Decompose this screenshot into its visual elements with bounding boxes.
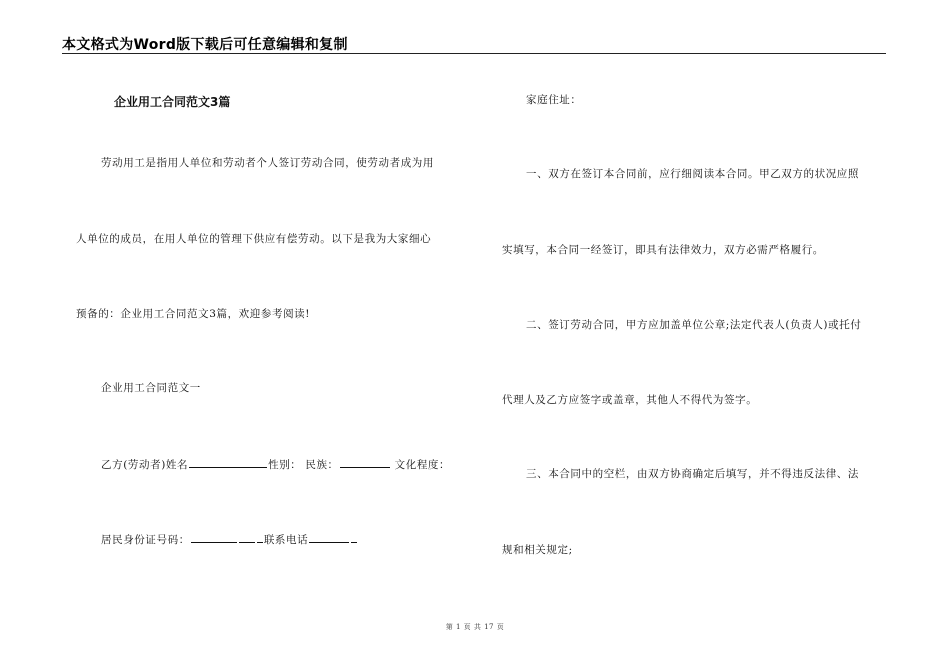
clause-3-line-2: 规和相关规定; (502, 544, 573, 556)
header-title: 本文格式为Word版下载后可任意编辑和复制 (62, 37, 348, 53)
intro-line-2: 人单位的成员，在用人单位的管理下供应有偿劳动。以下是我为大家细心 (76, 233, 432, 245)
clause-2-line-2: 代理人及乙方应签字或盖章，其他人不得代为签字。 (502, 394, 758, 406)
id-blank-1[interactable] (191, 531, 237, 543)
document-title: 企业用工合同范文3篇 (114, 95, 231, 109)
id-blank-3[interactable] (257, 531, 263, 543)
intro-line-1: 劳动用工是指用人单位和劳动者个人签订劳动合同，使劳动者成为用 (101, 157, 434, 169)
ethnicity-label: 民族： (305, 459, 339, 471)
id-number-label: 居民身份证号码： (101, 534, 190, 546)
clause-2-line-1: 二、签订劳动合同，甲方应加盖单位公章;法定代表人(负责人)或托付 (526, 319, 862, 331)
gender-label: 性别： (268, 459, 302, 471)
id-blank-2[interactable] (239, 531, 255, 543)
clause-1-line-2: 实填写，本合同一经签订，即具有法律效力，双方必需严格履行。 (502, 244, 824, 256)
name-blank[interactable] (189, 456, 267, 468)
header-divider (62, 53, 886, 54)
clause-3-line-1: 三、本合同中的空栏，由双方协商确定后填写，并不得违反法律、法 (526, 468, 859, 480)
party-name-label: 乙方(劳动者)姓名 (101, 459, 189, 471)
address-label: 家庭住址： (526, 94, 582, 106)
section-heading: 企业用工合同范文一 (101, 382, 201, 394)
education-label: 文化程度： (394, 459, 451, 471)
phone-label: 联系电话 (263, 534, 309, 546)
ethnicity-blank[interactable] (340, 456, 390, 468)
phone-blank-2[interactable] (351, 531, 357, 543)
clause-1-line-1: 一、双方在签订本合同前，应行细阅读本合同。甲乙双方的状况应照 (526, 168, 859, 180)
phone-blank[interactable] (309, 531, 349, 543)
intro-line-3: 预备的：企业用工合同范文3篇，欢迎参考阅读! (76, 308, 311, 320)
form-line-2 (101, 531, 358, 547)
page-indicator: 第 1 页 共 17 页 (445, 623, 505, 631)
form-line-1 (101, 456, 450, 472)
